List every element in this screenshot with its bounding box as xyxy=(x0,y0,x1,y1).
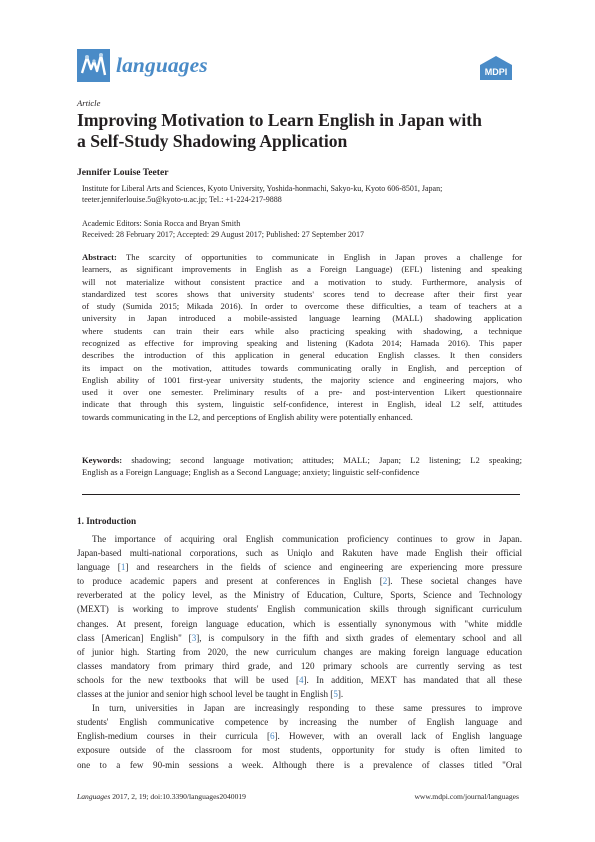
body-line: (MEXT) is working to improve students' English communication skills through significant curriculum xyxy=(77,604,522,615)
title-line-2: a Self-Study Shadowing Application xyxy=(77,131,348,151)
body-line: students' English communicative competence by increasing the number of English language and xyxy=(77,717,522,728)
footer-volume: 2017, 2, 19; doi:10.3390/languages2040019 xyxy=(110,792,246,801)
abstract-line: learners, as significant improvements in English as a Foreign Language) (EFL) listening and speaking xyxy=(82,264,522,275)
article-title xyxy=(77,110,527,152)
footer-citation xyxy=(77,792,246,801)
abstract-line: describes the introduction of this application in general education English classes. It then considers xyxy=(82,350,522,361)
abstract xyxy=(82,251,522,423)
section-heading: 1. Introduction xyxy=(77,516,137,526)
body-line: of junior high. Starting from 2020, the new curriculum changes are making foreign language education xyxy=(77,646,522,657)
body-line: In turn, universities in Japan are increasingly responding to these same pressures to improve xyxy=(92,703,522,714)
academic-editors: Academic Editors: Sonia Rocca and Bryan Smith xyxy=(82,219,241,228)
body-line: one to a few 90-min sessions a week. Although there is a prevalence of classes titled "Oral xyxy=(77,759,522,770)
body-line: Japan-based multi-national corporations, such as Uniqlo and Rakuten have made English their official xyxy=(77,548,522,559)
abstract-line: its impact on the motivation, attitudes towards communicating orally in English, and perception of xyxy=(82,362,522,373)
body-line: The importance of acquiring oral English communication proficiency continues to grow in Japan. xyxy=(92,534,522,544)
body-line: classes mandatory from primary third grade, and 120 primary schools are currently serving as test xyxy=(77,660,522,671)
author-name: Jennifer Louise Teeter xyxy=(77,167,169,178)
citation-link[interactable]: 2 xyxy=(382,576,388,587)
body-text-segment: to produce academic papers and present at conferences in English [ xyxy=(77,576,383,587)
citation-link[interactable]: 6 xyxy=(269,731,275,742)
body-line xyxy=(77,560,522,574)
keywords-label: Keywords: xyxy=(82,455,123,465)
publication-dates: Received: 28 February 2017; Accepted: 29 August 2017; Published: 27 September 2017 xyxy=(82,230,364,239)
abstract-line: English ability of 1001 first-year university students, the majority science and engineering majors, who xyxy=(82,374,522,385)
body-text-segment: English-medium courses in their curricula [ xyxy=(77,731,270,742)
body-text-segment: ], is compulsory in the fifth and sixth grades of elementary school and all xyxy=(196,632,522,643)
abstract-line: will not materialize without consistent practice and a motivation to study. Furthermore, analysis of xyxy=(82,276,522,287)
mdpi-logo-icon xyxy=(478,55,514,81)
citation-link[interactable]: 3 xyxy=(191,632,197,643)
journal-logo xyxy=(77,49,208,82)
journal-logo-icon xyxy=(77,49,110,82)
affiliation xyxy=(82,183,522,206)
title-line-1: Improving Motivation to Learn English in Japan with xyxy=(77,110,482,130)
abstract-line: of study (Sumida 2015; Mikada 2016). In order to overcome these difficulties, a team of teachers at a xyxy=(82,301,522,312)
abstract-label: Abstract: xyxy=(82,252,117,262)
body-text-segment: ]. These societal changes have xyxy=(387,576,522,587)
body-line: changes. At present, foreign language education, which is essentially synonymous with "white middle xyxy=(77,618,522,629)
footer-url[interactable]: www.mdpi.com/journal/languages xyxy=(414,792,519,801)
keywords-line: Keywords: shadowing; second language motivation; attitudes; MALL; Japan; L2 listening; L2 speaking; xyxy=(82,455,522,465)
body-text-segment: ] and researchers in the fields of science and engineering are experiencing more pressure xyxy=(125,562,522,573)
abstract-line: used it over one semester. Preliminary results of a pre- and post-intervention Likert questionnaire xyxy=(82,387,522,398)
journal-name: languages xyxy=(116,53,208,77)
abstract-line: recognized as effective for improving speaking and listening (Kadota 2014; Hamada 2016). This paper xyxy=(82,337,522,348)
body-text-segment: ]. xyxy=(337,689,344,700)
abstract-line: Abstract: The scarcity of opportunities to communicate in English in Japan proves a challenge for xyxy=(82,252,522,262)
article-type: Article xyxy=(77,98,101,108)
abstract-line: university in Japan introduced a mobile-assisted language learning (MALL) shadowing application xyxy=(82,313,522,324)
body-line xyxy=(77,631,522,645)
citation-link[interactable]: 5 xyxy=(333,689,338,700)
section-divider xyxy=(82,494,520,495)
body-text-segment: schools for the new textbooks that will be used [ xyxy=(77,674,299,685)
mdpi-logo-text: MDPI xyxy=(484,67,508,77)
abstract-line: where students can train their ears while also practicing speaking with shadowing, a technique xyxy=(82,325,522,336)
body-line xyxy=(77,729,522,743)
abstract-line: standardized test scores shows that university students' scores tend to decrease after their first year xyxy=(82,288,522,299)
body-text-segment: language [ xyxy=(77,562,121,573)
body-text-segment: ]. However, with an overall lack of English language xyxy=(274,731,523,742)
body-line: exposure outside of the classroom for most students, opportunity for study is often limited to xyxy=(77,745,522,756)
body-line xyxy=(77,687,522,701)
citation-link[interactable]: 4 xyxy=(298,674,304,685)
citation-link[interactable]: 1 xyxy=(120,562,126,573)
body-text-segment: class [American] English" [ xyxy=(77,632,192,643)
affiliation-line-1: Institute for Liberal Arts and Sciences, Kyoto University, Yoshida-honmachi, Sakyo-ku, Kyoto 606-8501, Japan; xyxy=(82,184,443,193)
body-text xyxy=(77,532,522,772)
body-line: reverberated at the policy level, as the Ministry of Education, Culture, Sports, Science and Technology xyxy=(77,590,522,601)
keywords xyxy=(82,454,522,479)
abstract-line: towards communicating in the L2, and perceptions of English ability were potentially enhanced. xyxy=(82,411,413,422)
keywords-line: English as a Foreign Language; English as a Second Language; anxiety; linguistic self-confidence xyxy=(82,467,420,478)
body-text-segment: classes at the junior and senior high school level be taught in English [ xyxy=(77,689,334,700)
affiliation-line-2: teeter.jenniferlouise.5u@kyoto-u.ac.jp; Tel.: +1-224-217-9888 xyxy=(82,195,282,205)
footer-journal: Languages xyxy=(77,792,111,801)
body-text-segment: ]. In addition, MEXT has mandated that all these xyxy=(303,674,522,685)
abstract-line: indicate that through this system, linguistic self-confidence, interest in English, ideal L2 self, attitudes xyxy=(82,399,522,410)
body-line xyxy=(77,574,522,588)
body-line xyxy=(77,673,522,687)
